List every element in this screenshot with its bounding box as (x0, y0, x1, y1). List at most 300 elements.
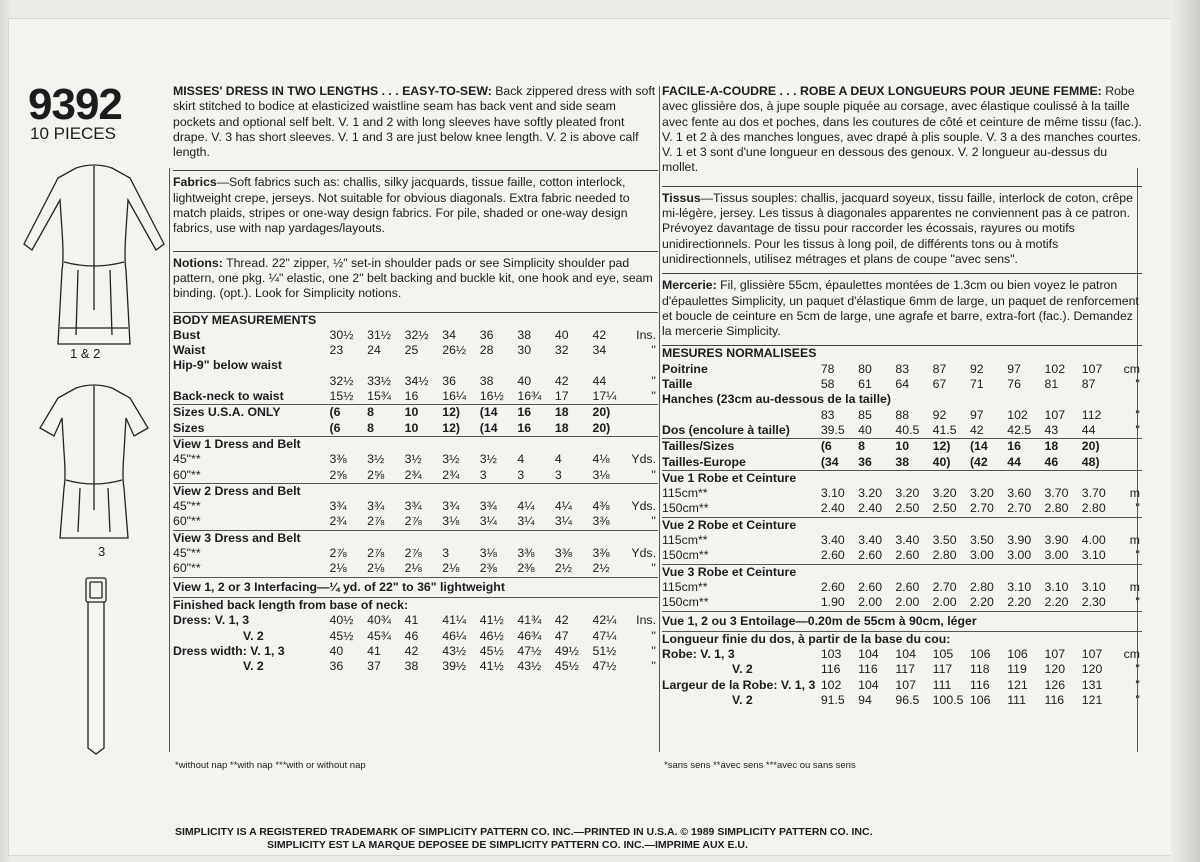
size-cell: 20) (1082, 439, 1119, 455)
table-cell: 106 (969, 647, 991, 662)
unit-label: Yds. (631, 452, 656, 467)
unit-label: '' (1135, 501, 1140, 516)
table-cell: 97 (969, 407, 984, 422)
table-cell: 2⅝ (367, 467, 385, 482)
interfacing: View 1, 2 or 3 Interfacing—¼ yd. of 22" to 36" lightweight (173, 577, 658, 597)
table-cell: 61 (858, 377, 872, 392)
table-cell: 2.00 (932, 595, 957, 610)
table-cell: 46¼ (442, 628, 467, 643)
table-cell: 42¼ (592, 613, 617, 628)
table-row (173, 613, 658, 628)
table-cell: 3.90 (1007, 533, 1032, 548)
column-divider (659, 86, 660, 752)
size-cell: (34 (820, 454, 839, 469)
row-label: Back-neck to waist (173, 389, 284, 404)
table-cell: 2⅜ (517, 561, 535, 576)
left-border (169, 168, 170, 752)
table-cell: 40 (517, 373, 532, 388)
table-cell: 107 (1044, 647, 1066, 662)
table-cell: 3¾ (479, 499, 497, 514)
table-cell: 43 (1044, 422, 1059, 437)
table-cell: 3⅜ (554, 546, 573, 561)
table-row (662, 533, 1142, 548)
row-label: 60"** (173, 467, 201, 482)
row-label: 45"** (173, 546, 201, 561)
unit-label: '' (651, 659, 656, 674)
english-notions (173, 251, 658, 302)
table-cell: 2⅜ (479, 561, 497, 576)
table-cell: 30½ (329, 327, 354, 342)
table-cell: 39½ (442, 659, 467, 674)
table-row (173, 499, 658, 514)
table-row (173, 343, 658, 358)
size-cell: 8 (367, 420, 374, 435)
table-cell: 41 (367, 643, 381, 658)
size-cell: 46 (1044, 454, 1059, 469)
table-cell: 116 (820, 662, 841, 677)
table-cell: 43½ (517, 659, 542, 674)
tissus-text: —Tissus souples: challis, jacquard soyeux, tissu faille, interlock de coton, crêpe mi-légère, jersey. Les tissus à diagonales apparentes ne conviennent pas à ce patron. Prévoyez davantage de tissu pour raccorder les écossais, rayures ou motifs unidirectionnels. Pour les tissus à long poil, de différents tons ou à motifs unidirectionnels, utilisez métrages et plans de coupe "avec sens". (662, 190, 1133, 266)
size-cell: 16 (517, 420, 532, 435)
mercerie-title: Mercerie: (662, 278, 717, 293)
table-cell: 3.70 (1081, 486, 1106, 501)
table-cell: 3.00 (969, 548, 994, 563)
table-cell: 15¾ (367, 389, 392, 404)
table-cell: 3.50 (969, 533, 994, 548)
table-cell: 91.5 (820, 692, 845, 707)
table-cell: 2.60 (820, 579, 845, 594)
size-cell: (14 (480, 405, 518, 421)
size-cell: 16 (1007, 439, 1044, 455)
table-cell: 117 (932, 662, 953, 677)
table-cell: 2⅞ (367, 546, 385, 561)
table-cell: 4 (517, 452, 525, 467)
table-row (173, 328, 658, 343)
table-row (173, 644, 658, 659)
table-cell: 3.00 (1044, 548, 1069, 563)
unit-label: '' (1135, 662, 1140, 677)
view1-title: View 1 Dress and Belt (173, 436, 658, 452)
table-cell: 2.40 (858, 501, 883, 516)
table-cell: 34½ (404, 373, 429, 388)
table-row (662, 548, 1142, 564)
empty-cell (630, 405, 658, 421)
english-intro-title: MISSES' DRESS IN TWO LENGTHS . . . EASY-TO-SEW: (173, 84, 492, 98)
table-cell: 32½ (329, 373, 354, 388)
table-cell: 3½ (479, 452, 497, 467)
english-intro (173, 84, 658, 160)
table-cell: 41½ (479, 613, 504, 628)
table-cell: 3¼ (517, 514, 535, 529)
table-cell: 102 (1007, 407, 1028, 422)
vue3-title: Vue 3 Robe et Ceinture (662, 564, 1142, 580)
unit-label: '' (651, 343, 656, 358)
table-cell: 106 (969, 692, 991, 707)
row-label: 45"** (173, 452, 201, 467)
table-cell: 41½ (479, 659, 504, 674)
table-cell: 42.5 (1007, 422, 1032, 437)
row-label: 45"** (173, 499, 201, 514)
table-cell: 107 (1081, 647, 1103, 662)
table-cell: 94 (858, 692, 872, 707)
size-cell: 8 (367, 405, 405, 421)
unit-label: '' (651, 373, 656, 388)
unit-label: '' (1135, 692, 1140, 707)
table-cell: 4⅛ (592, 452, 610, 467)
notions-text: Thread. 22" zipper, ½" set-in shoulder pads or see Simplicity shoulder pad pattern, one pkg. ¼" elastic, one 2" belt backing and buckle kit, one hook and eye, seam binding. (opt.). Look for Simplicity notions. (173, 255, 653, 301)
table-row (173, 629, 658, 644)
french-mercerie (662, 273, 1142, 339)
unit-label: Ins. (636, 613, 656, 628)
english-fabrics (173, 170, 658, 236)
size-cell: 18 (555, 405, 593, 421)
size-cell: 12) (442, 405, 480, 421)
table-cell: 2.60 (895, 579, 920, 594)
empty-cell (1119, 439, 1142, 455)
unit-label: '' (651, 514, 656, 529)
french-measurement-table (662, 345, 1142, 708)
size-cell: 20) (592, 405, 630, 421)
table-cell: 40 (554, 327, 569, 342)
table-cell: 16¾ (517, 389, 542, 404)
table-row (173, 546, 658, 561)
size-cell: 10 (404, 420, 419, 435)
size-cell: 38 (895, 454, 910, 469)
size-cell: (42 (969, 454, 988, 469)
table-cell: 76 (1007, 377, 1021, 392)
table-cell: 83 (820, 407, 835, 422)
table-cell: 16¼ (442, 389, 467, 404)
table-cell: 3⅜ (592, 514, 610, 529)
table-cell: 17¼ (592, 389, 617, 404)
table-cell: 2.40 (820, 501, 845, 516)
table-cell: 103 (820, 647, 842, 662)
row-label: Bust (173, 327, 201, 342)
table-cell: 2.50 (895, 501, 920, 516)
french-footnote: *sans sens **avec sens ***avec ou sans sens (664, 760, 856, 771)
table-cell: 3.40 (820, 533, 845, 548)
table-cell: 4 (554, 452, 562, 467)
size-cell: 36 (858, 454, 872, 469)
unit-label: '' (1135, 677, 1140, 692)
table-cell: 2.60 (858, 548, 883, 563)
size-cell: 40) (932, 454, 951, 469)
table-cell: 87 (932, 361, 947, 376)
table-cell: 4¼ (517, 499, 535, 514)
table-cell: 104 (858, 677, 879, 692)
row-label (662, 408, 821, 423)
table-cell: 2.60 (895, 548, 920, 563)
mesures-heading: MESURES NORMALISEES (662, 346, 817, 361)
unit-label: '' (1135, 377, 1140, 392)
table-cell: 2⅛ (404, 561, 422, 576)
vue2-title: Vue 2 Robe et Ceinture (662, 517, 1142, 533)
table-row (662, 662, 1142, 677)
table-cell: 112 (1081, 407, 1102, 422)
table-cell: 100.5 (932, 692, 964, 707)
table-cell: 3.60 (1007, 486, 1032, 501)
row-label: 150cm** (662, 595, 709, 610)
table-cell: 107 (1044, 407, 1066, 422)
table-cell: 107 (895, 677, 916, 692)
table-cell: 3¾ (442, 499, 460, 514)
table-cell: 3½ (367, 452, 385, 467)
french-intro-text: Robe avec glissière dos, à jupe souple piquée au corsage, avec élastique coulissé à la taille avec fente au dos et poches, dans les coutures de côté et ceinture de même tissu (fac.). V. 1 et 2 à des manches longues, avec drapé à plis souple. V. 3 a des manches courtes. V. 1 et 3 sont d'une longueur en dessous des genoux. V. 2 longueur au-dessus du mollet. (662, 84, 1142, 175)
table-row (662, 647, 1142, 662)
table-cell: 34 (592, 343, 607, 358)
unit-label: '' (651, 389, 656, 404)
table-cell: 102 (820, 677, 842, 692)
table-cell: 43½ (442, 643, 467, 658)
table-cell: 36 (479, 327, 494, 342)
table-cell: 2.30 (1081, 595, 1106, 610)
unit-label: '' (651, 561, 656, 576)
table-cell: 45½ (329, 628, 354, 643)
piece-count: 10 PIECES (30, 124, 116, 143)
table-cell: 42 (969, 422, 984, 437)
size-cell: 8 (858, 439, 895, 455)
view2-title: View 2 Dress and Belt (173, 483, 658, 499)
table-cell: 2.80 (1044, 501, 1069, 516)
unit-label: m (1129, 579, 1140, 594)
table-cell: 40 (329, 643, 344, 658)
table-cell: 3.00 (1007, 548, 1032, 563)
sizes-usa-label: Sizes U.S.A. ONLY (173, 405, 330, 421)
row-label (173, 374, 330, 389)
table-cell: 3¼ (554, 514, 573, 529)
english-column (173, 84, 658, 674)
table-cell: 121 (1007, 677, 1028, 692)
table-cell: 32 (554, 343, 569, 358)
table-cell: 2.20 (1044, 595, 1069, 610)
unit-label: '' (1135, 407, 1140, 422)
unit-label: '' (1135, 422, 1140, 437)
table-row (662, 693, 1142, 708)
table-cell: 126 (1044, 677, 1066, 692)
table-cell: 31½ (367, 327, 392, 342)
english-measurement-table (173, 312, 658, 675)
table-row (662, 408, 1142, 423)
table-cell: 3¼ (479, 514, 497, 529)
table-cell: 2.00 (895, 595, 920, 610)
table-cell: 3 (554, 467, 562, 482)
table-cell: 80 (858, 361, 872, 376)
table-cell: 3.10 (1044, 579, 1069, 594)
table-row (662, 678, 1142, 693)
table-cell: 102 (1044, 361, 1066, 376)
row-label: 115cm** (662, 486, 708, 501)
table-cell: 26½ (442, 343, 467, 358)
table-cell: 121 (1081, 692, 1103, 707)
unit-label: cm (1123, 647, 1140, 662)
table-cell: 2.80 (969, 579, 994, 594)
table-cell: 38 (517, 327, 532, 342)
table-cell: 3.50 (932, 533, 957, 548)
finished-length-title: Finished back length from base of neck: (173, 597, 658, 613)
table-cell: 2.70 (932, 579, 957, 594)
size-cell: (6 (821, 439, 858, 455)
table-cell: 41.5 (932, 422, 957, 437)
table-cell: 2½ (554, 561, 573, 576)
table-cell: 1.90 (820, 595, 845, 610)
table-cell: 3⅛ (592, 467, 610, 482)
table-cell: 2½ (592, 561, 610, 576)
row-label: Dress: V. 1, 3 (173, 613, 250, 628)
table-row (173, 468, 658, 484)
table-cell: 117 (895, 662, 915, 677)
size-cell: 18 (1045, 439, 1082, 455)
longueur-title: Longueur finie du dos, à partir de la base du cou: (662, 631, 1142, 647)
table-cell: 49½ (554, 643, 579, 658)
table-cell: 37 (367, 659, 381, 674)
table-cell: 39.5 (820, 422, 845, 437)
size-cell: 10 (895, 439, 932, 455)
size-cell: 48) (1081, 454, 1100, 469)
table-cell: 3.40 (858, 533, 883, 548)
table-cell: 15½ (329, 389, 354, 404)
table-cell: 2⅛ (367, 561, 385, 576)
table-cell: 116 (858, 662, 878, 677)
table-cell: 36 (442, 373, 456, 388)
table-row (173, 514, 658, 530)
unit-label: Ins. (636, 327, 656, 342)
empty-cell (1119, 455, 1142, 471)
table-cell: 40 (858, 422, 872, 437)
table-cell: 3.90 (1044, 533, 1069, 548)
table-cell: 40.5 (895, 422, 920, 437)
mercerie-text: Fil, glissière 55cm, épaulettes montées de 1.3cm ou bien voyez le patron d'épaulettes Simplicity, un paquet d'élastique 6mm de large, un paquet de renforcement et boucle de ceinture en 5cm de large, une agrafe et barre, extra-fort (fac.). Demandez la mercerie Simplicity. (662, 278, 1139, 339)
table-cell: 2.20 (1007, 595, 1032, 610)
tailles-label: Tailles/Sizes (662, 439, 821, 455)
table-cell: 40¾ (367, 613, 392, 628)
table-cell: 3 (517, 467, 525, 482)
table-cell: 41¼ (442, 613, 467, 628)
hanches-label: Hanches (23cm au-dessous de la taille) (662, 392, 891, 407)
row-label: Dress width: V. 1, 3 (173, 643, 285, 658)
table-cell: 2¾ (329, 514, 347, 529)
size-cell: 12) (442, 420, 461, 435)
table-cell: 24 (367, 343, 381, 358)
unit-label: Yds. (631, 546, 656, 561)
table-cell: 4¼ (554, 499, 573, 514)
table-cell: 32½ (404, 327, 429, 342)
table-cell: 45½ (554, 659, 579, 674)
table-cell: 3½ (442, 452, 460, 467)
row-label: Poitrine (662, 361, 708, 376)
tissus-title: Tissus (662, 190, 701, 205)
unit-label: '' (651, 643, 656, 658)
hip-label: Hip-9" below waist (173, 358, 283, 373)
table-cell: 2⅛ (442, 561, 460, 576)
table-cell: 3⅛ (479, 546, 497, 561)
unit-label: m (1129, 486, 1140, 501)
table-cell: 3⅜ (329, 452, 347, 467)
table-cell: 104 (858, 647, 879, 662)
table-cell: 3 (442, 546, 450, 561)
table-cell: 87 (1081, 377, 1096, 392)
table-row (662, 580, 1142, 595)
table-cell: 46 (404, 628, 419, 643)
table-row (662, 423, 1142, 439)
unit-label: '' (1135, 595, 1140, 610)
table-row (662, 501, 1142, 517)
table-cell: 83 (895, 361, 910, 376)
table-cell: 105 (932, 647, 954, 662)
table-cell: 120 (1044, 662, 1066, 677)
table-cell: 92 (969, 361, 984, 376)
table-cell: 4⅜ (592, 499, 610, 514)
table-cell: 4.00 (1081, 533, 1106, 548)
french-tissus (662, 186, 1142, 267)
table-cell: 2⅛ (329, 561, 347, 576)
table-cell: 51½ (592, 643, 617, 658)
table-row (173, 374, 658, 389)
trademark-notice (175, 826, 873, 852)
unit-label: '' (651, 628, 656, 643)
row-label: Dos (encolure à taille) (662, 422, 790, 437)
table-cell: 47¼ (592, 628, 617, 643)
entoilage: Vue 1, 2 ou 3 Entoilage—0.20m de 55cm à 90cm, léger (662, 611, 1142, 631)
table-cell: 17 (554, 389, 569, 404)
unit-label: Yds. (631, 499, 656, 514)
table-cell: 45½ (479, 643, 504, 658)
table-cell: 119 (1007, 662, 1027, 677)
table-row (173, 389, 658, 405)
table-cell: 3⅛ (442, 514, 460, 529)
row-label: V. 2 (732, 692, 753, 707)
table-cell: 106 (1007, 647, 1028, 662)
table-cell: 46¾ (517, 628, 542, 643)
size-cell: 20) (592, 420, 611, 435)
table-cell: 2.60 (820, 548, 845, 563)
table-cell: 42 (554, 373, 569, 388)
table-cell: 2.70 (1007, 501, 1032, 516)
table-cell: 116 (969, 677, 990, 692)
table-cell: 2.80 (932, 548, 957, 563)
table-cell: 58 (820, 377, 835, 392)
size-cell: (14 (479, 420, 498, 435)
table-cell: 42 (554, 613, 569, 628)
illustration-label-views-1-2: 1 & 2 (70, 346, 101, 361)
table-cell: 34 (442, 327, 456, 342)
table-cell: 47 (554, 628, 569, 643)
table-cell: 3.70 (1044, 486, 1069, 501)
english-footnote: *without nap **with nap ***with or without nap (175, 760, 366, 771)
table-cell: 33½ (367, 373, 392, 388)
table-cell: 42 (592, 327, 607, 342)
table-cell: 88 (895, 407, 910, 422)
size-cell: 16 (517, 405, 555, 421)
row-label: Waist (173, 343, 206, 358)
table-cell: 2⅞ (367, 514, 385, 529)
pattern-number: 9392 (28, 80, 122, 129)
table-cell: 2.60 (858, 579, 883, 594)
table-cell: 16 (404, 389, 419, 404)
row-label: 115cm** (662, 579, 708, 594)
table-cell: 3⅜ (592, 546, 610, 561)
table-cell: 111 (1007, 692, 1026, 707)
row-label: V. 2 (243, 659, 264, 674)
table-cell: 96.5 (895, 692, 920, 707)
table-cell: 97 (1007, 361, 1021, 376)
table-row (662, 377, 1142, 392)
table-cell: 118 (969, 662, 990, 677)
right-fold-edge (1170, 0, 1200, 862)
table-cell: 36 (329, 659, 344, 674)
size-cell: 18 (554, 420, 569, 435)
empty-cell (630, 421, 658, 437)
row-label: Robe: V. 1, 3 (662, 647, 735, 662)
